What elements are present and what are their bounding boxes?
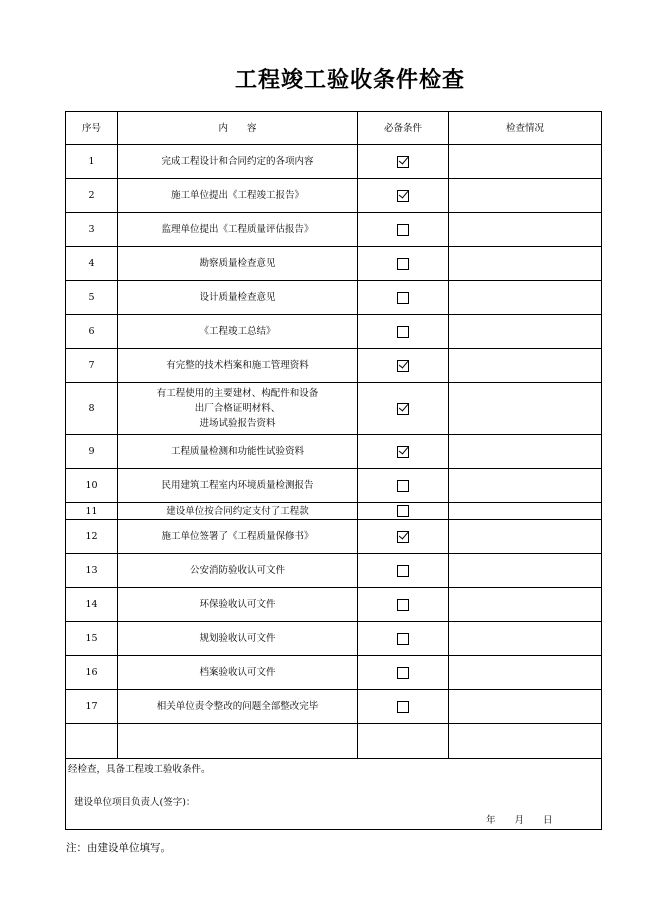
row-content-line: 施工单位签署了《工程质量保修书》 — [161, 531, 314, 542]
row-index: 14 — [66, 588, 118, 622]
status-cell[interactable] — [449, 349, 602, 383]
required-cell — [358, 383, 449, 435]
table-row — [66, 503, 602, 520]
table-row — [66, 469, 602, 503]
table-row — [66, 179, 602, 213]
status-cell[interactable] — [449, 622, 602, 656]
date-label: 年 月 日 — [486, 815, 553, 826]
row-content — [118, 247, 358, 281]
row-content-line: 设计质量检查意见 — [199, 292, 276, 303]
table-row — [66, 588, 602, 622]
row-content-line: 民用建筑工程室内环境质量检测报告 — [161, 480, 314, 491]
row-content-line: 环保验收认可文件 — [199, 599, 276, 610]
conclusion-text: 经检查，具备工程竣工验收条件。 — [68, 764, 211, 775]
row-content — [118, 656, 358, 690]
status-cell[interactable] — [449, 247, 602, 281]
row-content-line: 进场试验报告资料 — [199, 418, 276, 429]
table-row — [66, 315, 602, 349]
required-cell — [358, 588, 449, 622]
checked-box-icon[interactable] — [397, 190, 409, 202]
header-status: 检查情况 — [449, 112, 602, 145]
status-cell[interactable] — [449, 315, 602, 349]
row-index: 10 — [66, 469, 118, 503]
required-cell — [358, 503, 449, 520]
row-content-line: 施工单位提出《工程竣工报告》 — [170, 190, 304, 201]
footnote: 注：由建设单位填写。 — [66, 842, 171, 854]
row-content — [118, 622, 358, 656]
row-content-line: 档案验收认可文件 — [199, 667, 276, 678]
table-row — [66, 349, 602, 383]
table-row — [66, 145, 602, 179]
blank-cell[interactable] — [358, 724, 449, 759]
row-index: 12 — [66, 520, 118, 554]
row-index: 3 — [66, 213, 118, 247]
row-content — [118, 145, 358, 179]
checked-box-icon[interactable] — [397, 360, 409, 372]
required-cell — [358, 179, 449, 213]
row-content-line: 工程质量检测和功能性试验资料 — [170, 446, 304, 457]
row-content-line: 监理单位提出《工程质量评估报告》 — [161, 224, 314, 235]
table-row — [66, 656, 602, 690]
row-content-line: 规划验收认可文件 — [199, 633, 276, 644]
row-content — [118, 690, 358, 724]
status-cell[interactable] — [449, 690, 602, 724]
required-cell — [358, 520, 449, 554]
row-index: 6 — [66, 315, 118, 349]
row-index: 15 — [66, 622, 118, 656]
row-index: 13 — [66, 554, 118, 588]
row-content-line: 出厂合格证明材料、 — [194, 403, 281, 414]
footer-row — [66, 759, 602, 830]
empty-checkbox-icon[interactable] — [397, 292, 409, 304]
signer-label: 建设单位项目负责人(签字)： — [74, 797, 196, 808]
row-content-line: 公安消防验收认可文件 — [189, 565, 285, 576]
status-cell[interactable] — [449, 213, 602, 247]
row-content-line: 相关单位责令整改的问题全部整改完毕 — [156, 701, 319, 712]
row-index: 11 — [66, 503, 118, 520]
row-content — [118, 349, 358, 383]
required-cell — [358, 213, 449, 247]
row-index: 8 — [66, 383, 118, 435]
empty-checkbox-icon[interactable] — [397, 565, 409, 577]
footer-cell — [66, 759, 602, 830]
empty-checkbox-icon[interactable] — [397, 667, 409, 679]
status-cell[interactable] — [449, 520, 602, 554]
required-cell — [358, 145, 449, 179]
table-row — [66, 383, 602, 435]
empty-checkbox-icon[interactable] — [397, 633, 409, 645]
table-row — [66, 520, 602, 554]
table-row — [66, 690, 602, 724]
row-content-line: 建设单位按合同约定支付了工程款 — [166, 505, 309, 517]
table-row — [66, 281, 602, 315]
status-cell[interactable] — [449, 145, 602, 179]
empty-checkbox-icon[interactable] — [397, 701, 409, 713]
row-content — [118, 520, 358, 554]
table-row — [66, 554, 602, 588]
required-cell — [358, 469, 449, 503]
row-content — [118, 469, 358, 503]
blank-row — [66, 724, 602, 759]
required-cell — [358, 247, 449, 281]
row-index: 16 — [66, 656, 118, 690]
blank-cell[interactable] — [118, 724, 358, 759]
row-content — [118, 503, 358, 520]
empty-checkbox-icon[interactable] — [397, 505, 409, 517]
row-content-line: 完成工程设计和合同约定的各项内容 — [161, 156, 314, 167]
row-content-line: 《工程竣工总结》 — [199, 326, 276, 337]
table-row — [66, 247, 602, 281]
row-content-line: 有工程使用的主要建材、构配件和设备 — [156, 388, 319, 399]
row-index: 4 — [66, 247, 118, 281]
table-header-row — [66, 112, 602, 145]
required-cell — [358, 315, 449, 349]
table-row — [66, 435, 602, 469]
checklist-table — [65, 111, 602, 830]
row-content — [118, 213, 358, 247]
empty-checkbox-icon[interactable] — [397, 326, 409, 338]
status-cell[interactable] — [449, 588, 602, 622]
status-cell[interactable] — [449, 656, 602, 690]
checked-box-icon[interactable] — [397, 446, 409, 458]
row-content — [118, 315, 358, 349]
status-cell[interactable] — [449, 383, 602, 435]
checked-box-icon[interactable] — [397, 156, 409, 168]
row-index: 2 — [66, 179, 118, 213]
status-cell[interactable] — [449, 179, 602, 213]
row-content-line: 勘察质量检查意见 — [199, 258, 276, 269]
required-cell — [358, 622, 449, 656]
row-content — [118, 179, 358, 213]
row-content — [118, 554, 358, 588]
table-row — [66, 213, 602, 247]
row-content — [118, 281, 358, 315]
required-cell — [358, 690, 449, 724]
empty-checkbox-icon[interactable] — [397, 599, 409, 611]
page-title: 工程竣工验收条件检查 — [234, 68, 465, 93]
status-cell[interactable] — [449, 469, 602, 503]
row-index: 9 — [66, 435, 118, 469]
checked-box-icon[interactable] — [397, 531, 409, 543]
empty-checkbox-icon[interactable] — [397, 258, 409, 270]
status-cell[interactable] — [449, 554, 602, 588]
header-required: 必备条件 — [358, 112, 449, 145]
row-content — [118, 435, 358, 469]
table-row — [66, 622, 602, 656]
empty-checkbox-icon[interactable] — [397, 224, 409, 236]
required-cell — [358, 554, 449, 588]
row-content — [118, 588, 358, 622]
row-content — [118, 383, 358, 435]
required-cell — [358, 656, 449, 690]
required-cell — [358, 281, 449, 315]
required-cell — [358, 349, 449, 383]
status-cell[interactable] — [449, 435, 602, 469]
header-content: 内 容 — [118, 112, 358, 145]
row-index: 1 — [66, 145, 118, 179]
required-cell — [358, 435, 449, 469]
row-content-line: 有完整的技术档案和施工管理资料 — [166, 360, 309, 371]
row-index: 17 — [66, 690, 118, 724]
blank-cell[interactable] — [66, 724, 118, 759]
status-cell[interactable] — [449, 281, 602, 315]
blank-cell[interactable] — [449, 724, 602, 759]
row-index: 5 — [66, 281, 118, 315]
header-index: 序号 — [66, 112, 118, 145]
row-index: 7 — [66, 349, 118, 383]
empty-checkbox-icon[interactable] — [397, 480, 409, 492]
checked-box-icon[interactable] — [397, 403, 409, 415]
status-cell[interactable] — [449, 503, 602, 520]
